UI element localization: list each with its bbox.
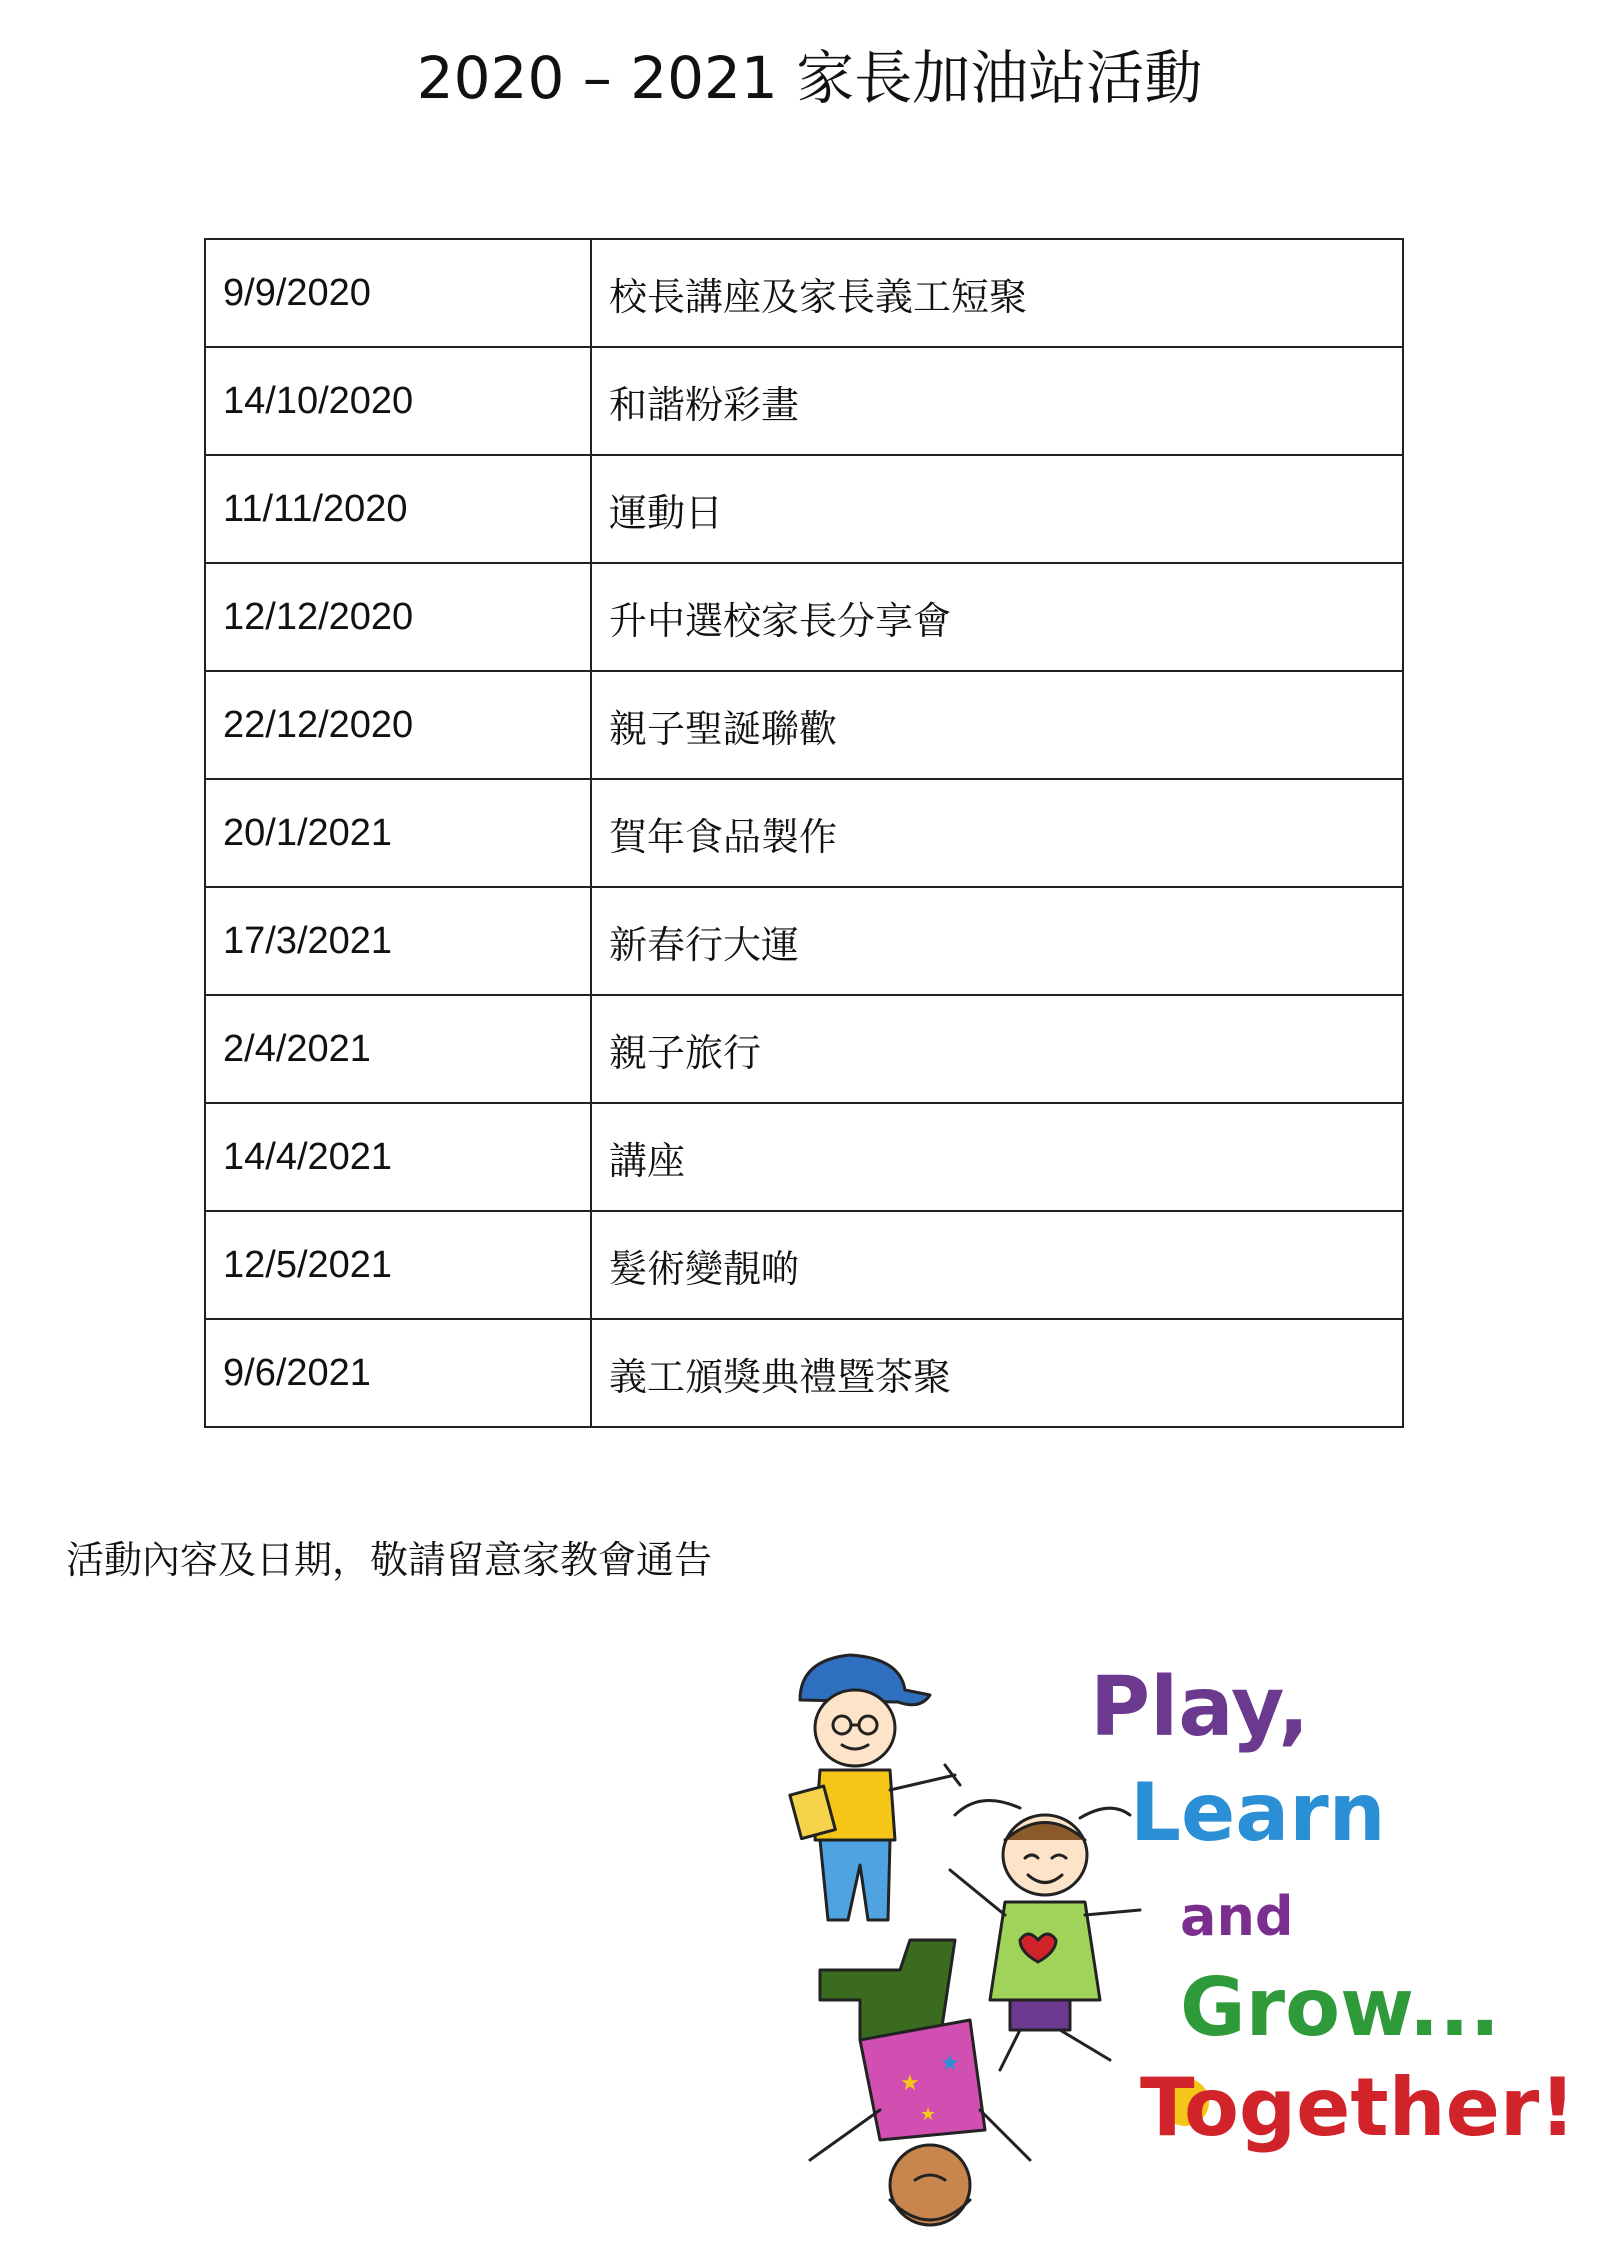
activity-date: 12/12/2020 <box>205 563 591 671</box>
activity-date: 20/1/2021 <box>205 779 591 887</box>
activity-date: 14/4/2021 <box>205 1103 591 1211</box>
activity-date: 9/9/2020 <box>205 239 591 347</box>
logo-word-together: Together! <box>1140 2061 1576 2154</box>
girl-illustration <box>950 1800 1140 2070</box>
page-title: 2020 – 2021 家長加油站活動 <box>416 44 1203 112</box>
table-row <box>205 887 1403 995</box>
boy-illustration <box>790 1655 960 1920</box>
activity-name: 升中選校家長分享會 <box>591 563 1403 671</box>
notice-text: 活動內容及日期，敬請留意家教會通告 <box>66 1538 713 1582</box>
activity-name: 義工頒獎典禮暨茶聚 <box>591 1319 1403 1427</box>
activity-name: 和諧粉彩畫 <box>591 347 1403 455</box>
activity-name: 親子旅行 <box>591 995 1403 1103</box>
table-row <box>205 1211 1403 1319</box>
activity-name: 校長講座及家長義工短聚 <box>591 239 1403 347</box>
table-row <box>205 995 1403 1103</box>
table-row <box>205 779 1403 887</box>
activity-name: 新春行大運 <box>591 887 1403 995</box>
activity-name: 髮術變靚啲 <box>591 1211 1403 1319</box>
activity-name: 運動日 <box>591 455 1403 563</box>
activity-name: 親子聖誕聯歡 <box>591 671 1403 779</box>
activity-schedule-table <box>204 238 1404 1428</box>
table-row <box>205 1103 1403 1211</box>
activity-name: 賀年食品製作 <box>591 779 1403 887</box>
activity-date: 14/10/2020 <box>205 347 591 455</box>
svg-text:★: ★ <box>940 2051 960 2076</box>
activity-date: 12/5/2021 <box>205 1211 591 1319</box>
logo-word-play: Play, <box>1090 1660 1310 1755</box>
table-row <box>205 671 1403 779</box>
table-row <box>205 239 1403 347</box>
table-row <box>205 1319 1403 1427</box>
svg-text:★: ★ <box>920 2104 937 2125</box>
table-row <box>205 347 1403 455</box>
activity-date: 11/11/2020 <box>205 455 591 563</box>
play-learn-grow-logo <box>780 1640 1600 2250</box>
activity-date: 22/12/2020 <box>205 671 591 779</box>
table-row <box>205 455 1403 563</box>
activity-name: 講座 <box>591 1103 1403 1211</box>
logo-word-grow: Grow... <box>1180 1961 1501 2054</box>
activity-date: 2/4/2021 <box>205 995 591 1103</box>
table-row <box>205 563 1403 671</box>
svg-text:★: ★ <box>900 2071 920 2096</box>
logo-word-and: and <box>1180 1885 1294 1948</box>
activity-date: 9/6/2021 <box>205 1319 591 1427</box>
logo-word-learn: Learn <box>1130 1766 1386 1859</box>
activity-date: 17/3/2021 <box>205 887 591 995</box>
